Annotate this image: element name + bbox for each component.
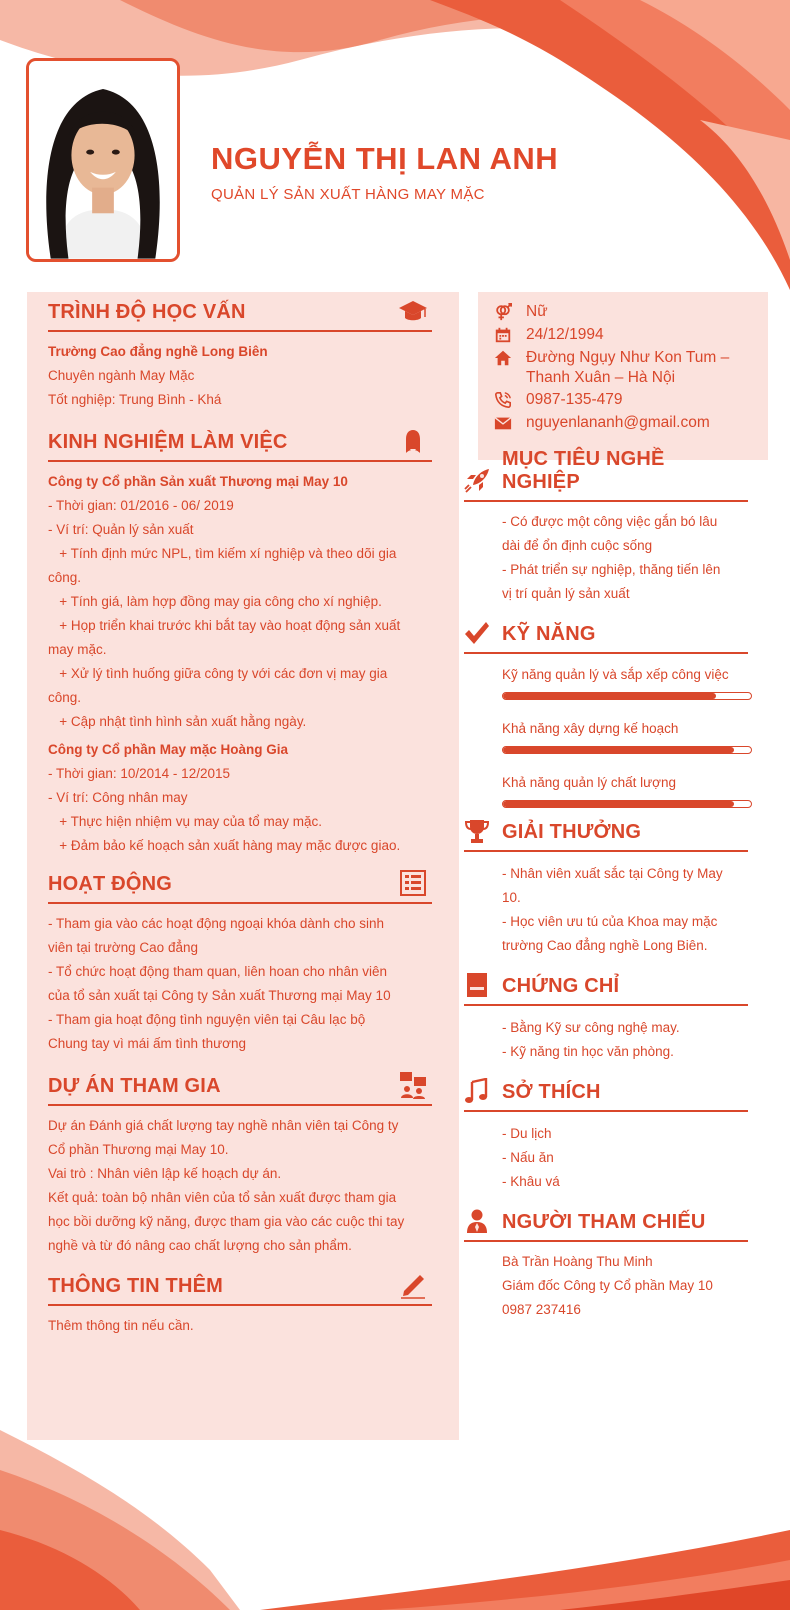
section-header bbox=[464, 616, 748, 654]
section-objective bbox=[464, 448, 748, 606]
detail-line: - Có được một công việc gắn bó lâu bbox=[502, 514, 718, 529]
section-activities bbox=[48, 866, 432, 1056]
detail-line: công. bbox=[48, 570, 82, 585]
section-title: KỸ NĂNG bbox=[502, 623, 596, 645]
contact-email: nguyenlananh@gmail.com bbox=[496, 413, 710, 433]
detail-line: + Thực hiện nhiệm vụ may của tổ may mặc. bbox=[48, 814, 323, 829]
detail-line: - Kỹ năng tin học văn phòng. bbox=[502, 1044, 674, 1059]
section-title: GIẢI THƯỞNG bbox=[502, 821, 642, 843]
worker-icon bbox=[398, 427, 428, 455]
detail-line: Kết quả: toàn bộ nhân viên của tổ sản xuất được tham gia bbox=[48, 1190, 397, 1205]
detail-line: Chung tay vì mái ấm tình thương bbox=[48, 1036, 246, 1051]
skill-bar bbox=[502, 800, 752, 808]
skill-label: Khả năng quản lý chất lượng bbox=[502, 775, 677, 790]
detail-line: - Tham gia hoạt động tình nguyện viên tại Câu lạc bộ bbox=[48, 1012, 366, 1027]
detail-line: nghề và từ đó nâng cao chất lượng cho sản phẩm. bbox=[48, 1238, 352, 1253]
detail-line: dài để ổn định cuộc sống bbox=[502, 538, 653, 553]
detail-line: + Tính giá, làm hợp đồng may gia công cho xí nghiệp. bbox=[48, 594, 382, 609]
detail-line: 10. bbox=[502, 890, 521, 905]
detail-line: Giám đốc Công ty Cổ phần May 10 bbox=[502, 1278, 713, 1293]
detail-line: - Học viên ưu tú của Khoa may mặc bbox=[502, 914, 718, 929]
gender-icon bbox=[494, 303, 512, 321]
detail-line: - Nấu ăn bbox=[502, 1150, 554, 1165]
detail-line: học bồi dưỡng kỹ năng, được tham gia vào các cuộc thi tay bbox=[48, 1214, 405, 1229]
detail-line: + Cập nhật tình hình sản xuất hằng ngày. bbox=[48, 714, 307, 729]
detail-line: trường Cao đẳng nghề Long Biên. bbox=[502, 938, 708, 953]
section-projects bbox=[48, 1068, 432, 1258]
skill-bar bbox=[502, 746, 752, 754]
detail-line: - Nhân viên xuất sắc tại Công ty May bbox=[502, 866, 723, 881]
section-title: NGƯỜI THAM CHIẾU bbox=[502, 1211, 706, 1233]
detail-line: - Phát triển sự nghiệp, thăng tiến lên bbox=[502, 562, 721, 577]
section-extra-info bbox=[48, 1268, 432, 1338]
contact-birthday: 24/12/1994 bbox=[496, 325, 604, 345]
checklist-icon bbox=[398, 869, 428, 897]
detail-line: + Đảm bảo kế hoạch sản xuất hàng may mặc được giao. bbox=[48, 838, 401, 853]
job1-details bbox=[48, 494, 432, 734]
section-header bbox=[48, 1068, 432, 1106]
section-header bbox=[48, 1268, 432, 1306]
music-note-icon bbox=[464, 1078, 490, 1104]
education-grade: Tốt nghiệp: Trung Bình - Khá bbox=[48, 392, 222, 407]
skill-bar-fill bbox=[503, 747, 734, 753]
job2-company: Công ty Cổ phần May mặc Hoàng Gia bbox=[48, 742, 289, 757]
detail-line: - Tổ chức hoạt động tham quan, liên hoan cho nhân viên bbox=[48, 964, 388, 979]
detail-line: - Ví trí: Quản lý sản xuất bbox=[48, 522, 194, 537]
phone-icon bbox=[494, 391, 512, 409]
candidate-name: NGUYỄN THỊ LAN ANH bbox=[211, 141, 559, 176]
section-header bbox=[48, 294, 432, 332]
section-skills bbox=[464, 616, 748, 826]
education-major: Chuyên ngành May Mặc bbox=[48, 368, 195, 383]
team-meeting-icon bbox=[398, 1071, 428, 1099]
envelope-icon bbox=[494, 414, 512, 432]
detail-line: - Tham gia vào các hoạt động ngoại khóa dành cho sinh bbox=[48, 916, 384, 931]
section-certificates bbox=[464, 968, 748, 1064]
certificates-details bbox=[464, 1016, 748, 1064]
objective-details bbox=[464, 510, 748, 606]
rocket-icon bbox=[464, 468, 490, 494]
job2-details bbox=[48, 762, 432, 858]
detail-line: công. bbox=[48, 690, 82, 705]
awards-details bbox=[464, 862, 748, 958]
education-school: Trường Cao đẳng nghề Long Biên bbox=[48, 344, 268, 359]
detail-line: - Thời gian: 01/2016 - 06/ 2019 bbox=[48, 498, 234, 513]
detail-line: - Khâu vá bbox=[502, 1174, 560, 1189]
projects-details bbox=[48, 1114, 432, 1258]
section-title: MỤC TIÊU NGHỀ NGHIỆP bbox=[502, 448, 665, 493]
contact-gender: Nữ bbox=[496, 302, 548, 322]
section-title: CHỨNG CHỈ bbox=[502, 975, 620, 997]
detail-line: viên tại trường Cao đẳng bbox=[48, 940, 198, 955]
skills-list bbox=[464, 664, 748, 808]
detail-line: 0987 237416 bbox=[502, 1302, 581, 1317]
calendar-icon bbox=[494, 326, 512, 344]
section-title: TRÌNH ĐỘ HỌC VẤN bbox=[48, 301, 246, 323]
detail-line: Cổ phần Thương mại May 10. bbox=[48, 1142, 229, 1157]
section-header bbox=[48, 866, 432, 904]
section-header bbox=[464, 814, 748, 852]
section-references bbox=[464, 1204, 748, 1322]
pen-icon bbox=[398, 1271, 428, 1299]
extra-text: Thêm thông tin nếu cần. bbox=[48, 1318, 194, 1333]
detail-line: + Tính định mức NPL, tìm kiếm xí nghiệp và theo dõi gia bbox=[48, 546, 397, 561]
section-header bbox=[464, 1204, 748, 1242]
job1-company: Công ty Cổ phần Sản xuất Thương mại May 10 bbox=[48, 474, 348, 489]
detail-line: Vai trò : Nhân viên lập kế hoạch dự án. bbox=[48, 1166, 282, 1181]
skill-label: Kỹ năng quản lý và sắp xếp công việc bbox=[502, 667, 729, 682]
detail-line: - Thời gian: 10/2014 - 12/2015 bbox=[48, 766, 230, 781]
hobbies-details bbox=[464, 1122, 748, 1194]
section-title: HOẠT ĐỘNG bbox=[48, 873, 173, 895]
detail-line: - Ví trí: Công nhân may bbox=[48, 790, 188, 805]
profile-photo bbox=[26, 58, 180, 262]
skill-label: Khả năng xây dựng kế hoạch bbox=[502, 721, 679, 736]
contact-address: Đường Ngụy Như Kon Tum – Thanh Xuân – Hà Nội bbox=[496, 348, 729, 388]
section-education bbox=[48, 294, 432, 412]
detail-line: vị trí quản lý sản xuất bbox=[502, 586, 630, 601]
section-header bbox=[464, 1074, 748, 1112]
detail-line: + Họp triển khai trước khi bắt tay vào hoạt động sản xuất bbox=[48, 618, 401, 633]
candidate-job-title: QUẢN LÝ SẢN XUẤT HÀNG MAY MẶC bbox=[211, 186, 485, 203]
detail-line: Dự án Đánh giá chất lượng tay nghề nhân viên tại Công ty bbox=[48, 1118, 399, 1133]
checkmark-icon bbox=[464, 620, 490, 646]
graduation-cap-icon bbox=[398, 297, 428, 325]
certificate-icon bbox=[464, 972, 490, 998]
references-details bbox=[464, 1250, 748, 1322]
person-icon bbox=[464, 1208, 490, 1234]
detail-line: Bà Trần Hoàng Thu Minh bbox=[502, 1254, 653, 1269]
section-title: DỰ ÁN THAM GIA bbox=[48, 1075, 221, 1097]
detail-line: - Bằng Kỹ sư công nghệ may. bbox=[502, 1020, 680, 1035]
skill-bar-fill bbox=[503, 693, 716, 699]
section-awards bbox=[464, 814, 748, 958]
trophy-icon bbox=[464, 818, 490, 844]
home-icon bbox=[494, 349, 512, 367]
section-header bbox=[464, 448, 748, 502]
section-header bbox=[48, 424, 432, 462]
detail-line: + Xử lý tình huống giữa công ty với các đơn vị may gia bbox=[48, 666, 388, 681]
section-title: THÔNG TIN THÊM bbox=[48, 1275, 224, 1297]
section-hobbies bbox=[464, 1074, 748, 1194]
section-title: SỞ THÍCH bbox=[502, 1081, 601, 1103]
skill-bar bbox=[502, 692, 752, 700]
detail-line: của tổ sản xuất tại Công ty Sản xuất Thương mại May 10 bbox=[48, 988, 391, 1003]
detail-line: - Du lịch bbox=[502, 1126, 552, 1141]
skill-bar-fill bbox=[503, 801, 734, 807]
section-title: KINH NGHIỆM LÀM VIỆC bbox=[48, 431, 288, 453]
contact-phone: 0987-135-479 bbox=[496, 390, 623, 410]
detail-line: may mặc. bbox=[48, 642, 107, 657]
activities-details bbox=[48, 912, 432, 1056]
section-header bbox=[464, 968, 748, 1006]
section-experience bbox=[48, 424, 432, 858]
